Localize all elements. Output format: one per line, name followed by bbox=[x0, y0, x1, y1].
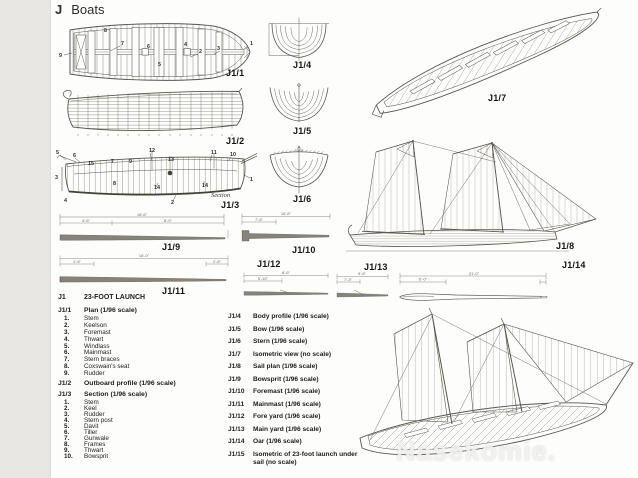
legend-right-item bbox=[228, 388, 320, 395]
figure-label-j1-13: J1/13 bbox=[364, 262, 388, 272]
chapter-letter: J bbox=[55, 2, 63, 17]
legend-right-text: Fore yard (1/96 scale) bbox=[253, 413, 321, 420]
legend-right-text: Bowsprit (1/96 scale) bbox=[253, 376, 319, 383]
station-letter-ticks bbox=[78, 134, 232, 136]
figure-label-j1-14: J1/14 bbox=[562, 260, 586, 270]
legend-item-number: 7. bbox=[64, 356, 70, 363]
page-margin bbox=[0, 0, 51, 478]
callout-number: 14 bbox=[202, 183, 208, 189]
legend-item-name: Mainmast bbox=[84, 349, 112, 356]
dim-text: 7'-6" bbox=[255, 216, 263, 222]
dim-text: 8'-6" bbox=[282, 270, 290, 276]
legend-section-header bbox=[58, 391, 147, 398]
legend-item-name: Keelson bbox=[84, 322, 107, 329]
legend-item-number: 9. bbox=[64, 370, 70, 377]
legend-section-id: J1/2 bbox=[58, 380, 72, 387]
figure-label-j1-2: J1/2 bbox=[226, 136, 245, 146]
legend-item-name: Stem bbox=[84, 315, 99, 322]
legend-right-item bbox=[228, 376, 319, 383]
body-profile-drawing bbox=[264, 16, 334, 62]
legend-item-name: Thwart bbox=[84, 447, 104, 454]
legend-right-text: Sail plan (1/96 scale) bbox=[253, 363, 318, 370]
callout-number: 7 bbox=[121, 41, 124, 47]
legend-item-name: Rudder bbox=[84, 370, 105, 377]
chapter-word: Boats bbox=[71, 2, 105, 17]
legend-item-name: Bowsprit bbox=[84, 453, 109, 460]
figure-label-j1-12: J1/12 bbox=[257, 259, 281, 269]
legend-right-id: J1/14 bbox=[228, 438, 245, 445]
legend-item bbox=[64, 453, 108, 460]
dim-text: 2'-6" bbox=[213, 258, 221, 264]
callout-number: 5 bbox=[158, 62, 161, 68]
legend-item-number: 7. bbox=[64, 435, 70, 442]
legend-item-number: 1. bbox=[64, 399, 70, 406]
callout-number: 2 bbox=[171, 200, 174, 205]
legend-item-name: Coxswain's seat bbox=[84, 363, 130, 370]
legend-right-id: J1/15 bbox=[228, 451, 245, 458]
outboard-profile-drawing bbox=[56, 86, 256, 138]
legend-right-id: J1/7 bbox=[228, 351, 241, 358]
legend-heading-id: J1 bbox=[58, 294, 66, 301]
legend-heading-title: 23-FOOT LAUNCH bbox=[84, 294, 146, 301]
legend-item-name: Gunwale bbox=[84, 435, 109, 442]
legend-right-id: J1/11 bbox=[228, 401, 245, 408]
dim-text: 18'-6" bbox=[136, 211, 148, 217]
legend-item-name: Foremast bbox=[84, 329, 111, 336]
callout-number: 4 bbox=[184, 42, 187, 48]
legend-item-name: Keel bbox=[84, 405, 97, 412]
legend-item-number: 6. bbox=[64, 349, 70, 356]
legend-item-number: 6. bbox=[64, 429, 70, 436]
legend-item bbox=[64, 336, 103, 343]
legend-right-text: Isometric view (no scale) bbox=[253, 351, 332, 358]
callout-number: 4 bbox=[64, 198, 67, 204]
legend-item-number: 2. bbox=[64, 405, 70, 412]
legend-right-item bbox=[228, 413, 320, 420]
callout-number: 8 bbox=[104, 28, 107, 34]
dim-text: 9'-6" bbox=[358, 271, 366, 277]
legend-item-number: 1. bbox=[64, 315, 70, 322]
legend-right-item bbox=[228, 351, 331, 358]
dim-text: 7'-3" bbox=[344, 276, 352, 282]
dim-text: 6'-0" bbox=[419, 276, 427, 282]
legend-item-name: Stem bbox=[84, 399, 99, 406]
legend-item-number: 9. bbox=[64, 447, 70, 454]
callout-number: 11 bbox=[211, 150, 217, 156]
callout-number: 7 bbox=[111, 159, 114, 165]
legend-right-item bbox=[228, 438, 302, 445]
legend-right-item-wrap: sail (no scale) bbox=[253, 459, 297, 466]
callout-number: 9 bbox=[129, 159, 132, 165]
section-caption: Section bbox=[211, 192, 231, 199]
callout-number: 9 bbox=[59, 53, 62, 59]
isometric-view-drawing bbox=[348, 8, 636, 120]
callout-number: 15 bbox=[88, 161, 94, 167]
legend-right-id: J1/5 bbox=[228, 326, 241, 333]
legend-right-text: Isometric of 23-foot launch under bbox=[253, 451, 358, 458]
legend-section-title: Section (1/96 scale) bbox=[84, 391, 148, 398]
legend-right-id: J1/9 bbox=[228, 376, 241, 383]
legend-right-text: Oar (1/96 scale) bbox=[253, 438, 302, 445]
callout-number: 6 bbox=[147, 44, 150, 50]
legend-item bbox=[64, 356, 120, 363]
legend-right-item bbox=[228, 426, 321, 433]
figure-label-j1-3: J1/3 bbox=[221, 200, 240, 210]
dim-text: 21'-0" bbox=[468, 270, 480, 276]
dim-text: 1'-6" bbox=[73, 258, 81, 264]
legend-right-text: Main yard (1/96 scale) bbox=[253, 426, 322, 433]
callout-number: 10 bbox=[230, 152, 236, 158]
legend-right-item bbox=[228, 363, 318, 370]
dim-text: 5'-10" bbox=[257, 275, 269, 281]
legend-section-title: Plan (1/96 scale) bbox=[84, 307, 137, 314]
legend-right-id: J1/4 bbox=[228, 313, 241, 320]
legend-item bbox=[64, 322, 107, 329]
stern-drawing bbox=[264, 144, 334, 194]
callout-number: 3 bbox=[217, 46, 220, 52]
bowsprit-spar-drawing bbox=[56, 210, 234, 244]
legend-item bbox=[64, 370, 105, 377]
callout-number: 2 bbox=[199, 49, 202, 55]
mast-partner bbox=[168, 171, 173, 176]
legend-item bbox=[64, 349, 111, 356]
legend-item-name: Windlass bbox=[84, 343, 110, 350]
legend-right-id: J1/12 bbox=[228, 413, 245, 420]
figure-label-j1-4: J1/4 bbox=[293, 60, 312, 70]
dim-text: 4'-6" bbox=[82, 217, 90, 223]
spar-shape bbox=[60, 277, 226, 283]
legend-item-name: Stern braces bbox=[84, 356, 120, 363]
legend-item-number: 3. bbox=[64, 329, 70, 336]
legend-right-id: J1/6 bbox=[228, 338, 241, 345]
watermark: Nasekomie. bbox=[396, 436, 557, 466]
legend-item-name: Frames bbox=[84, 441, 106, 448]
legend-right-text: Stern (1/96 scale) bbox=[253, 338, 308, 345]
hull-side bbox=[68, 91, 243, 130]
dim-text: 8'-0" bbox=[164, 217, 172, 223]
legend-item-name: Stern post bbox=[84, 417, 113, 424]
callout-number: 1 bbox=[250, 41, 253, 47]
legend-section-title: Outboard profile (1/96 scale) bbox=[84, 380, 176, 387]
dim-text: 18'-0" bbox=[138, 253, 150, 258]
legend-item bbox=[64, 315, 99, 322]
legend-right-id: J1/8 bbox=[228, 363, 241, 370]
spar-shape bbox=[337, 293, 388, 297]
figure-label-j1-9: J1/9 bbox=[162, 242, 181, 252]
legend-section-id: J1/3 bbox=[58, 391, 72, 398]
legend-item-number: 2. bbox=[64, 322, 70, 329]
legend-right-item bbox=[228, 401, 321, 408]
legend-right-text: Body profile (1/96 scale) bbox=[253, 313, 329, 320]
legend-item-number: 4. bbox=[64, 336, 70, 343]
legend-section-id: J1/1 bbox=[58, 307, 72, 314]
legend-right-item bbox=[228, 326, 304, 333]
legend-heading bbox=[58, 294, 145, 301]
figure-label-j1-7: J1/7 bbox=[488, 93, 507, 103]
legend-right-id: J1/10 bbox=[228, 388, 245, 395]
callout-number: 3 bbox=[55, 175, 58, 181]
fore-yard-drawing bbox=[236, 268, 336, 302]
legend-item-number: 5. bbox=[64, 423, 70, 430]
legend-item bbox=[64, 329, 111, 336]
legend-item-number: 8. bbox=[64, 363, 70, 370]
mainmast-spar-drawing bbox=[56, 252, 236, 288]
figure-label-j1-5: J1/5 bbox=[293, 126, 312, 136]
legend-item bbox=[64, 363, 129, 370]
fore-gaff-sail bbox=[467, 324, 517, 412]
foresail bbox=[441, 143, 503, 232]
jib-sail bbox=[504, 324, 633, 402]
foremast-spar-drawing bbox=[236, 210, 336, 248]
callout-number: 6 bbox=[73, 153, 76, 159]
legend-item-name: Davit bbox=[84, 423, 99, 430]
legend-item-name: Tiller bbox=[84, 429, 98, 436]
legend-right-text: Bow (1/96 scale) bbox=[253, 326, 305, 333]
legend-item-name: Thwart bbox=[84, 336, 104, 343]
legend-right-item bbox=[228, 451, 357, 458]
legend-right-item bbox=[228, 313, 329, 320]
legend-right-id: J1/13 bbox=[228, 426, 245, 433]
legend-item-number: 10. bbox=[64, 453, 73, 460]
callout-number: 13 bbox=[168, 157, 174, 163]
callout-number: 8 bbox=[113, 181, 116, 187]
callout-number: 14 bbox=[154, 185, 160, 191]
jib bbox=[492, 143, 596, 231]
legend-right-item bbox=[228, 338, 307, 345]
callout-number: 5 bbox=[56, 150, 59, 156]
legend-section-header bbox=[58, 307, 137, 314]
legend-item-number: 8. bbox=[64, 441, 70, 448]
figure-label-j1-6: J1/6 bbox=[293, 194, 312, 204]
legend-item-number: 5. bbox=[64, 343, 70, 350]
main-yard-drawing bbox=[334, 270, 392, 304]
page-title bbox=[55, 2, 104, 17]
dim-text: 16'-6" bbox=[280, 211, 292, 216]
legend-section-header bbox=[58, 380, 176, 387]
figure-label-j1-1: J1/1 bbox=[226, 68, 245, 78]
legend-item-number: 4. bbox=[64, 417, 70, 424]
legend-item-name: Rudder bbox=[84, 411, 105, 418]
figure-label-j1-11: J1/11 bbox=[162, 286, 186, 296]
figure-label-j1-8: J1/8 bbox=[556, 241, 575, 251]
callout-number: 12 bbox=[149, 148, 155, 154]
legend-item-number: 3. bbox=[64, 411, 70, 418]
legend-right-text: Foremast (1/96 scale) bbox=[253, 388, 321, 395]
bow-drawing bbox=[264, 82, 334, 126]
legend-right-text: Mainmast (1/96 scale) bbox=[253, 401, 321, 408]
figure-label-j1-10: J1/10 bbox=[292, 245, 316, 255]
spar-shape bbox=[242, 231, 329, 242]
callout-number: 1 bbox=[250, 177, 253, 183]
main-gaff-sail bbox=[394, 314, 448, 422]
spar-shape bbox=[60, 235, 225, 241]
